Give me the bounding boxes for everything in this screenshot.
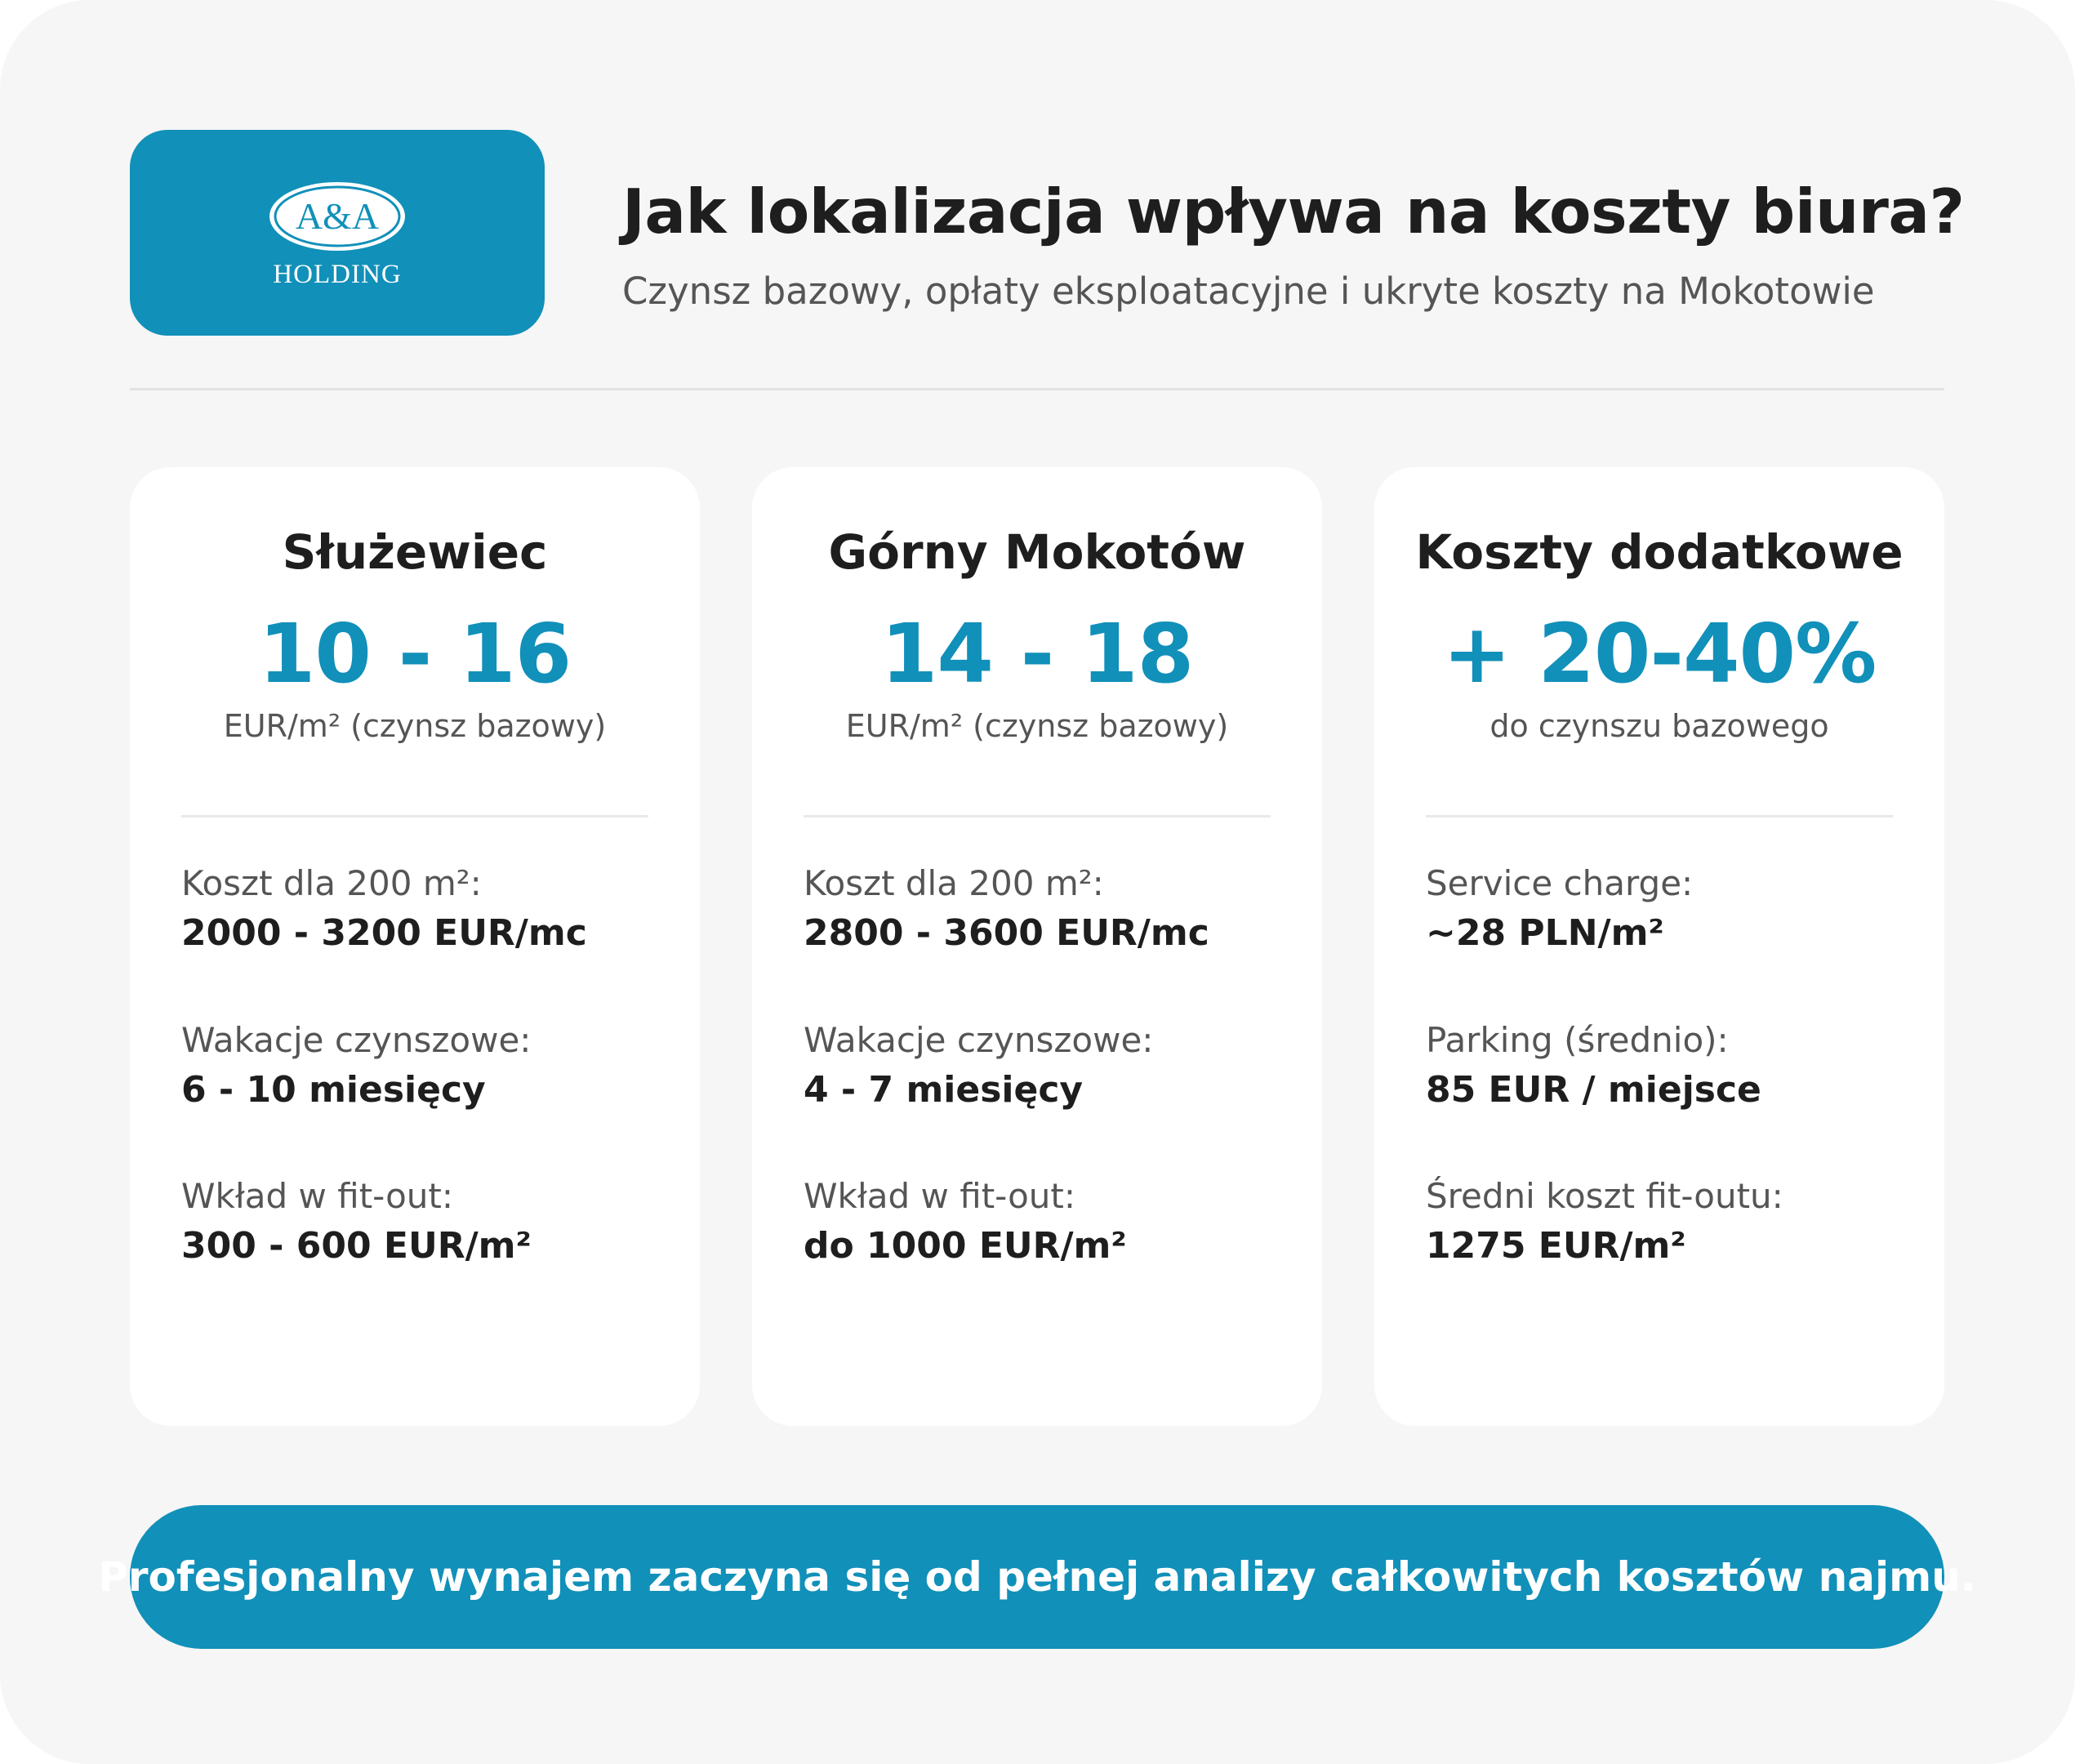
stat-rent-free bbox=[181, 1016, 531, 1116]
stat-label: Średni koszt fit-outu: bbox=[1426, 1176, 1783, 1216]
stat-cost-200 bbox=[804, 859, 1209, 959]
stat-parking bbox=[1426, 1016, 1761, 1116]
stat-label: Wakacje czynszowe: bbox=[181, 1020, 532, 1060]
stat-value: 300 - 600 EUR/m² bbox=[181, 1225, 532, 1267]
stat-label: Wkład w fit-out: bbox=[181, 1176, 454, 1216]
stat-value: 85 EUR / miejsce bbox=[1426, 1069, 1761, 1111]
card-rent-value: 10 - 16 bbox=[258, 606, 572, 702]
page-subtitle: Czynsz bazowy, opłaty eksploatacyjne i ukryte koszty na Mokotowie bbox=[622, 270, 1875, 313]
card-surcharge-value: + 20-40% bbox=[1442, 606, 1877, 702]
stat-rent-free bbox=[804, 1016, 1153, 1116]
stat-value: 4 - 7 miesięcy bbox=[804, 1069, 1084, 1111]
card-divider bbox=[804, 815, 1271, 817]
header-divider bbox=[130, 388, 1944, 390]
stat-value: 2800 - 3600 EUR/mc bbox=[804, 912, 1209, 954]
stat-cost-200 bbox=[181, 859, 587, 959]
card-rent-value: 14 - 18 bbox=[880, 606, 1194, 702]
stat-label: Parking (średnio): bbox=[1426, 1020, 1729, 1060]
stat-label: Wakacje czynszowe: bbox=[804, 1020, 1154, 1060]
footer-banner bbox=[98, 1505, 1976, 1649]
stat-value: 1275 EUR/m² bbox=[1426, 1225, 1686, 1267]
page-title: Jak lokalizacja wpływa na koszty biura? bbox=[622, 176, 1965, 247]
stat-value: 6 - 10 miesięcy bbox=[181, 1069, 486, 1111]
logo-monogram: A&A bbox=[295, 195, 380, 237]
card-divider bbox=[181, 815, 648, 817]
stat-label: Wkład w fit-out: bbox=[804, 1176, 1076, 1216]
card-additional-costs bbox=[1374, 467, 1944, 1426]
footer-text: Profesjonalny wynajem zaczyna się od pełnej analizy całkowitych kosztów najmu. bbox=[98, 1553, 1976, 1601]
card-divider bbox=[1426, 815, 1893, 817]
stat-value: ~28 PLN/m² bbox=[1426, 912, 1664, 954]
stat-fit-out bbox=[181, 1172, 532, 1272]
card-title: Górny Mokotów bbox=[828, 524, 1246, 580]
stat-value: 2000 - 3200 EUR/mc bbox=[181, 912, 587, 954]
logo-emblem-icon bbox=[130, 130, 545, 336]
card-title: Służewiec bbox=[282, 524, 548, 580]
card-title: Koszty dodatkowe bbox=[1415, 524, 1904, 580]
stat-fit-out bbox=[804, 1172, 1127, 1272]
card-sluzewiec bbox=[130, 467, 700, 1426]
stat-value: do 1000 EUR/m² bbox=[804, 1225, 1127, 1267]
stat-label: Koszt dla 200 m²: bbox=[804, 863, 1104, 903]
stat-service-charge bbox=[1426, 859, 1693, 959]
stat-avg-fit-out bbox=[1426, 1172, 1783, 1272]
card-surcharge-unit: do czynszu bazowego bbox=[1489, 708, 1829, 744]
company-logo bbox=[130, 130, 545, 336]
card-gorny-mokotow bbox=[752, 467, 1322, 1426]
logo-name: HOLDING bbox=[273, 260, 402, 289]
stat-label: Service charge: bbox=[1426, 863, 1694, 903]
card-rent-unit: EUR/m² (czynsz bazowy) bbox=[845, 708, 1229, 744]
card-rent-unit: EUR/m² (czynsz bazowy) bbox=[223, 708, 607, 744]
stat-label: Koszt dla 200 m²: bbox=[181, 863, 482, 903]
